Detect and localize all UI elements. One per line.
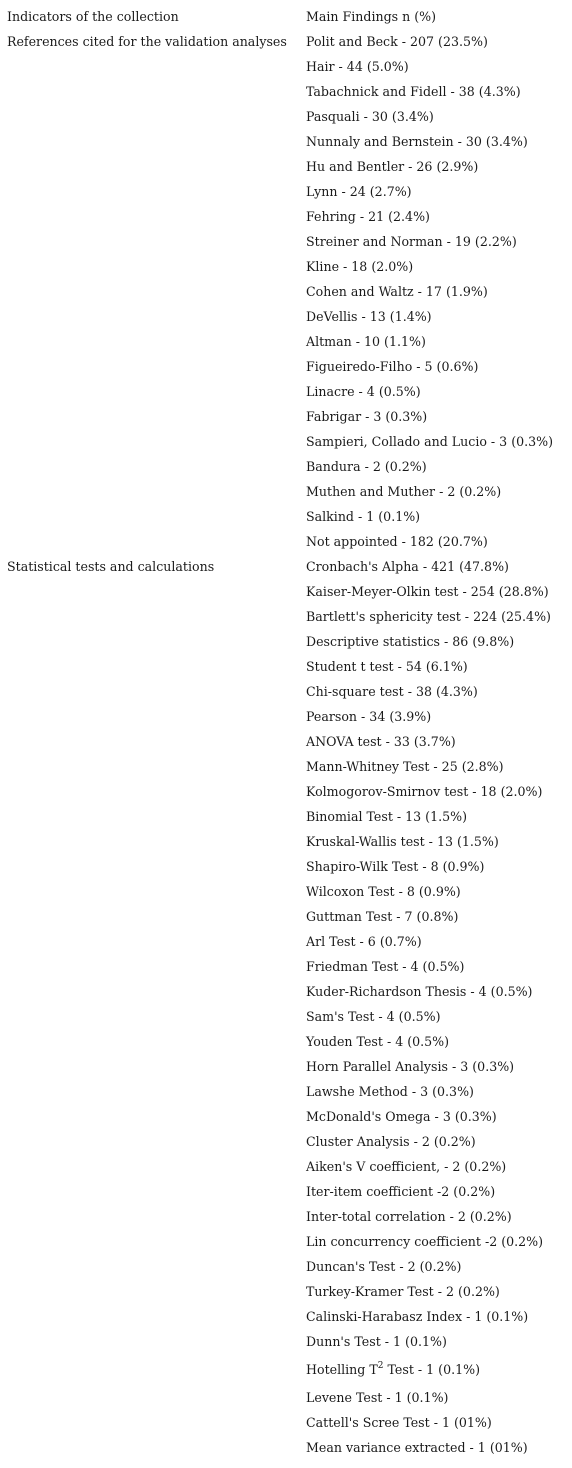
section-label: Statistical tests and calculations xyxy=(7,559,215,574)
finding-cell: Kuder-Richardson Thesis - 4 (0.5%) xyxy=(306,984,533,999)
table-row xyxy=(7,1329,553,1354)
table-row xyxy=(7,679,553,704)
table-row xyxy=(7,129,553,154)
table-row xyxy=(7,854,553,879)
empty-cell xyxy=(7,429,306,454)
empty-cell xyxy=(7,1154,306,1179)
table-row xyxy=(7,529,553,554)
finding-cell: Lin concurrency coefficient -2 (0.2%) xyxy=(306,1234,544,1249)
empty-cell xyxy=(7,454,306,479)
empty-cell xyxy=(7,1354,306,1385)
table-row xyxy=(7,429,553,454)
table-row xyxy=(7,79,553,104)
empty-cell xyxy=(7,1079,306,1104)
finding-cell: Dunn's Test - 1 (0.1%) xyxy=(306,1334,447,1349)
table-row xyxy=(7,304,553,329)
empty-cell xyxy=(7,754,306,779)
finding-cell: Muthen and Muther - 2 (0.2%) xyxy=(306,484,502,499)
empty-cell xyxy=(7,1204,306,1229)
table-row xyxy=(7,354,553,379)
empty-cell xyxy=(7,529,306,554)
empty-cell xyxy=(7,1435,306,1460)
finding-cell: Lawshe Method - 3 (0.3%) xyxy=(306,1084,474,1099)
empty-cell xyxy=(7,479,306,504)
finding-cell: Cattell's Scree Test - 1 (01%) xyxy=(306,1415,492,1430)
finding-cell: Guttman Test - 7 (0.8%) xyxy=(306,909,459,924)
empty-cell xyxy=(7,279,306,304)
table-row xyxy=(7,804,553,829)
table-row xyxy=(7,1229,553,1254)
table-row xyxy=(7,504,553,529)
table-row xyxy=(7,1304,553,1329)
table-row xyxy=(7,104,553,129)
table-row xyxy=(7,454,553,479)
table-row xyxy=(7,1179,553,1204)
empty-cell xyxy=(7,79,306,104)
table-row xyxy=(7,404,553,429)
table-row xyxy=(7,1435,553,1460)
empty-cell xyxy=(7,254,306,279)
section-label: References cited for the validation analyses xyxy=(7,34,287,49)
finding-cell: Hu and Bentler - 26 (2.9%) xyxy=(306,159,479,174)
empty-cell xyxy=(7,329,306,354)
finding-cell: Sampieri, Collado and Lucio - 3 (0.3%) xyxy=(306,434,554,449)
table-row xyxy=(7,1279,553,1304)
empty-cell xyxy=(7,54,306,79)
table-row xyxy=(7,904,553,929)
empty-cell xyxy=(7,729,306,754)
table-row xyxy=(7,629,553,654)
empty-cell xyxy=(7,1329,306,1354)
finding-cell: Wilcoxon Test - 8 (0.9%) xyxy=(306,884,461,899)
table-row xyxy=(7,1029,553,1054)
empty-cell xyxy=(7,929,306,954)
finding-cell xyxy=(306,1354,553,1385)
finding-cell: Duncan's Test - 2 (0.2%) xyxy=(306,1259,462,1274)
empty-cell xyxy=(7,1129,306,1154)
finding-cell: ANOVA test - 33 (3.7%) xyxy=(306,734,456,749)
finding-cell: McDonald's Omega - 3 (0.3%) xyxy=(306,1109,497,1124)
empty-cell xyxy=(7,1385,306,1410)
empty-cell xyxy=(7,1254,306,1279)
finding-cell: Cluster Analysis - 2 (0.2%) xyxy=(306,1134,476,1149)
finding-cell: Inter-total correlation - 2 (0.2%) xyxy=(306,1209,512,1224)
finding-cell: Nunnaly and Bernstein - 30 (3.4%) xyxy=(306,134,528,149)
finding-text-start: Hotelling T xyxy=(306,1362,378,1377)
table-row xyxy=(7,1385,553,1410)
finding-cell: Fabrigar - 3 (0.3%) xyxy=(306,409,428,424)
empty-cell xyxy=(7,404,306,429)
header-indicators: Indicators of the collection xyxy=(7,9,179,24)
empty-cell xyxy=(7,629,306,654)
finding-cell: Aiken's V coefficient, - 2 (0.2%) xyxy=(306,1159,507,1174)
finding-cell: Lynn - 24 (2.7%) xyxy=(306,184,412,199)
empty-cell xyxy=(7,979,306,1004)
finding-cell: Kruskal-Wallis test - 13 (1.5%) xyxy=(306,834,499,849)
table-row xyxy=(7,1004,553,1029)
table-row xyxy=(7,729,553,754)
finding-cell: Cronbach's Alpha - 421 (47.8%) xyxy=(306,559,509,574)
empty-cell xyxy=(7,879,306,904)
empty-cell xyxy=(7,804,306,829)
empty-cell xyxy=(7,204,306,229)
table-row xyxy=(7,829,553,854)
empty-cell xyxy=(7,1279,306,1304)
finding-cell: Kaiser-Meyer-Olkin test - 254 (28.8%) xyxy=(306,584,549,599)
finding-cell: Polit and Beck - 207 (23.5%) xyxy=(306,34,488,49)
empty-cell xyxy=(7,1410,306,1435)
table-row xyxy=(7,554,553,579)
finding-cell: Student t test - 54 (6.1%) xyxy=(306,659,468,674)
empty-cell xyxy=(7,1179,306,1204)
empty-cell xyxy=(7,154,306,179)
table-row xyxy=(7,1054,553,1079)
table-row xyxy=(7,54,553,79)
table-row xyxy=(7,1204,553,1229)
table-row xyxy=(7,1079,553,1104)
table-row xyxy=(7,29,553,54)
finding-cell: Streiner and Norman - 19 (2.2%) xyxy=(306,234,517,249)
table-row xyxy=(7,954,553,979)
table-row xyxy=(7,654,553,679)
finding-cell: Friedman Test - 4 (0.5%) xyxy=(306,959,465,974)
empty-cell xyxy=(7,604,306,629)
table-row xyxy=(7,379,553,404)
table-row xyxy=(7,204,553,229)
table-row xyxy=(7,1129,553,1154)
finding-cell: Fehring - 21 (2.4%) xyxy=(306,209,430,224)
table-row xyxy=(7,254,553,279)
table-row xyxy=(7,579,553,604)
finding-cell: Kline - 18 (2.0%) xyxy=(306,259,414,274)
finding-cell: Salkind - 1 (0.1%) xyxy=(306,509,421,524)
finding-cell: Kolmogorov-Smirnov test - 18 (2.0%) xyxy=(306,784,543,799)
finding-cell: Arl Test - 6 (0.7%) xyxy=(306,934,422,949)
finding-cell: Cohen and Waltz - 17 (1.9%) xyxy=(306,284,488,299)
table-row xyxy=(7,879,553,904)
finding-cell: Tabachnick and Fidell - 38 (4.3%) xyxy=(306,84,521,99)
empty-cell xyxy=(7,229,306,254)
empty-cell xyxy=(7,504,306,529)
empty-cell xyxy=(7,179,306,204)
table-row xyxy=(7,1354,553,1385)
finding-text-end: Test - 1 (0.1%) xyxy=(383,1362,480,1377)
table-row xyxy=(7,1254,553,1279)
finding-cell: Hair - 44 (5.0%) xyxy=(306,59,409,74)
table-row xyxy=(7,1104,553,1129)
table-row xyxy=(7,154,553,179)
finding-cell: Pasquali - 30 (3.4%) xyxy=(306,109,434,124)
empty-cell xyxy=(7,129,306,154)
findings-table xyxy=(7,4,553,1460)
table-row xyxy=(7,1154,553,1179)
empty-cell xyxy=(7,1104,306,1129)
finding-cell: Figueiredo-Filho - 5 (0.6%) xyxy=(306,359,479,374)
finding-cell: Horn Parallel Analysis - 3 (0.3%) xyxy=(306,1059,515,1074)
finding-cell: Linacre - 4 (0.5%) xyxy=(306,384,421,399)
finding-cell: Pearson - 34 (3.9%) xyxy=(306,709,432,724)
table-row xyxy=(7,229,553,254)
empty-cell xyxy=(7,779,306,804)
empty-cell xyxy=(7,379,306,404)
finding-cell: Bandura - 2 (0.2%) xyxy=(306,459,427,474)
table-row xyxy=(7,179,553,204)
empty-cell xyxy=(7,704,306,729)
findings-table-body xyxy=(7,4,553,1460)
empty-cell xyxy=(7,354,306,379)
empty-cell xyxy=(7,829,306,854)
empty-cell xyxy=(7,854,306,879)
table-row xyxy=(7,279,553,304)
table-row xyxy=(7,929,553,954)
empty-cell xyxy=(7,579,306,604)
table-row xyxy=(7,1410,553,1435)
table-row xyxy=(7,704,553,729)
empty-cell xyxy=(7,904,306,929)
empty-cell xyxy=(7,104,306,129)
empty-cell xyxy=(7,1029,306,1054)
table-row xyxy=(7,329,553,354)
finding-cell: Chi-square test - 38 (4.3%) xyxy=(306,684,478,699)
empty-cell xyxy=(7,679,306,704)
empty-cell xyxy=(7,1004,306,1029)
finding-cell: Calinski-Harabasz Index - 1 (0.1%) xyxy=(306,1309,529,1324)
finding-cell: Youden Test - 4 (0.5%) xyxy=(306,1034,450,1049)
empty-cell xyxy=(7,1304,306,1329)
table-row xyxy=(7,779,553,804)
finding-cell: Mean variance extracted - 1 (01%) xyxy=(306,1440,528,1455)
finding-cell: Mann-Whitney Test - 25 (2.8%) xyxy=(306,759,504,774)
finding-cell: Shapiro-Wilk Test - 8 (0.9%) xyxy=(306,859,485,874)
finding-cell: Sam's Test - 4 (0.5%) xyxy=(306,1009,441,1024)
finding-cell: Not appointed - 182 (20.7%) xyxy=(306,534,488,549)
finding-cell: Iter-item coefficient -2 (0.2%) xyxy=(306,1184,496,1199)
table-row xyxy=(7,979,553,1004)
empty-cell xyxy=(7,654,306,679)
superscript: 2 xyxy=(377,1361,384,1371)
table-row xyxy=(7,479,553,504)
empty-cell xyxy=(7,954,306,979)
header-row xyxy=(7,4,553,29)
finding-cell: Descriptive statistics - 86 (9.8%) xyxy=(306,634,515,649)
empty-cell xyxy=(7,1054,306,1079)
finding-cell: Binomial Test - 13 (1.5%) xyxy=(306,809,467,824)
header-main-findings: Main Findings n (%) xyxy=(306,9,437,24)
empty-cell xyxy=(7,304,306,329)
finding-cell: Altman - 10 (1.1%) xyxy=(306,334,426,349)
empty-cell xyxy=(7,1229,306,1254)
finding-cell: Turkey-Kramer Test - 2 (0.2%) xyxy=(306,1284,500,1299)
finding-cell: Bartlett's sphericity test - 224 (25.4%) xyxy=(306,609,551,624)
table-row xyxy=(7,604,553,629)
finding-cell: Levene Test - 1 (0.1%) xyxy=(306,1390,449,1405)
table-row xyxy=(7,754,553,779)
finding-cell: DeVellis - 13 (1.4%) xyxy=(306,309,432,324)
